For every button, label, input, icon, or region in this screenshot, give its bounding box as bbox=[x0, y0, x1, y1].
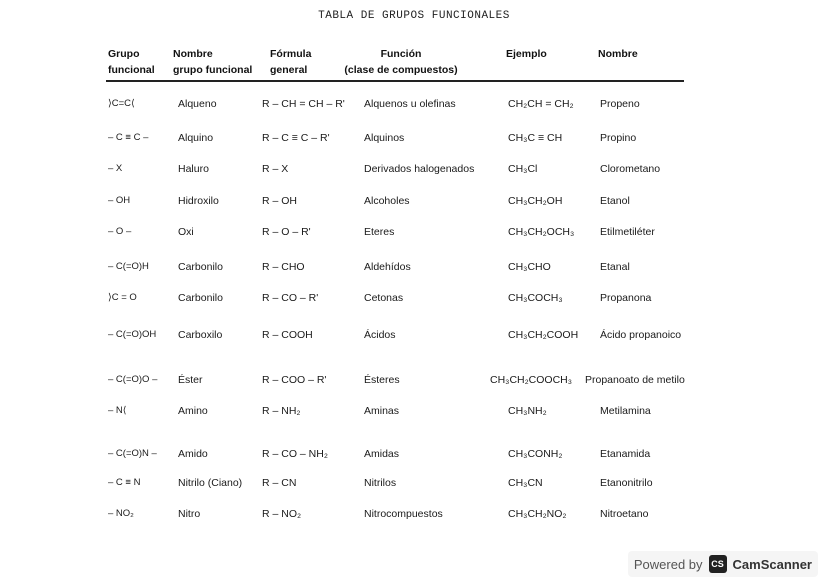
cell-formula: R – NH₂ bbox=[262, 405, 301, 417]
cell-funcion: Cetonas bbox=[364, 292, 404, 304]
header-funcion bbox=[342, 46, 460, 78]
cell-nombre: Etanal bbox=[600, 261, 630, 273]
cell-ejemplo: CH₃CONH₂ bbox=[508, 448, 563, 460]
cell-funcion: Ésteres bbox=[364, 374, 400, 386]
cell-nombre-grupo: Carboxilo bbox=[178, 329, 223, 341]
cell-nombre: Etanamida bbox=[600, 448, 651, 460]
cell-nombre-grupo: Hidroxilo bbox=[178, 195, 219, 207]
header-nombre-grupo bbox=[173, 46, 252, 78]
cell-nombre: Propanona bbox=[600, 292, 652, 304]
cell-ejemplo: CH₃C ≡ CH bbox=[508, 132, 563, 144]
cell-ejemplo: CH₃CN bbox=[508, 477, 543, 489]
cell-formula: R – CHO bbox=[262, 261, 305, 273]
header-grupo-line2: funcional bbox=[108, 64, 155, 76]
header-funcion-line2: (clase de compuestos) bbox=[344, 64, 458, 76]
header-formula-line2: general bbox=[270, 64, 308, 76]
header-grupo bbox=[108, 46, 155, 78]
header-ejemplo-line1: Ejemplo bbox=[506, 48, 547, 60]
cell-grupo: – C ≡ C – bbox=[108, 132, 149, 143]
cell-nombre: Etilmetiléter bbox=[600, 226, 655, 238]
cell-ejemplo: CH₃COCH₃ bbox=[508, 292, 563, 304]
page-title: TABLA DE GRUPOS FUNCIONALES bbox=[318, 10, 510, 22]
cell-formula: R – OH bbox=[262, 195, 298, 207]
cell-grupo: – C(=O)N – bbox=[108, 448, 157, 459]
cell-formula: R – O – R' bbox=[262, 226, 311, 238]
header-grupo-line1: Grupo bbox=[108, 48, 140, 60]
cell-funcion: Derivados halogenados bbox=[364, 163, 475, 175]
cell-grupo: – C ≡ N bbox=[108, 477, 141, 488]
cell-nombre: Clorometano bbox=[600, 163, 661, 175]
header-nombre-grupo-line2: grupo funcional bbox=[173, 64, 253, 76]
cell-funcion: Nitrilos bbox=[364, 477, 397, 489]
cell-nombre-grupo: Carbonilo bbox=[178, 292, 223, 304]
cell-nombre-grupo: Amino bbox=[178, 405, 208, 417]
header-nombre-grupo-line1: Nombre bbox=[173, 48, 213, 60]
cell-funcion: Alquinos bbox=[364, 132, 405, 144]
cell-nombre-grupo: Nitrilo (Ciano) bbox=[178, 477, 243, 489]
cell-ejemplo: CH₃CH₂COOH bbox=[508, 329, 579, 341]
camscanner-logo-icon: CS bbox=[709, 555, 727, 573]
cell-ejemplo: CH₃CH₂OCH₃ bbox=[508, 226, 575, 238]
header-divider bbox=[106, 80, 684, 82]
cell-formula: R – COOH bbox=[262, 329, 313, 341]
cell-ejemplo: CH₂CH = CH₂ bbox=[508, 98, 574, 110]
cell-nombre-grupo: Haluro bbox=[178, 163, 209, 175]
header-formula-line1: Fórmula bbox=[270, 48, 312, 60]
header-nombre-line1: Nombre bbox=[598, 48, 638, 60]
cell-formula: R – X bbox=[262, 163, 289, 175]
watermark-powered-by: Powered by bbox=[633, 556, 703, 572]
cell-grupo: – C(=O)O – bbox=[108, 374, 158, 385]
cell-funcion: Alcoholes bbox=[364, 195, 410, 207]
cell-formula: R – COO – R' bbox=[262, 374, 327, 386]
cell-funcion: Amidas bbox=[364, 448, 400, 460]
cell-grupo: – C(=O)OH bbox=[108, 329, 157, 340]
cell-ejemplo: CH₃Cl bbox=[508, 163, 538, 175]
header-formula bbox=[270, 46, 311, 78]
cell-nombre-grupo: Éster bbox=[178, 374, 203, 386]
cell-ejemplo: CH₃CH₂COOCH₃ bbox=[490, 374, 573, 386]
cell-nombre: Metilamina bbox=[600, 405, 651, 417]
header-funcion-line1: Función bbox=[380, 48, 422, 60]
cell-grupo: – X bbox=[108, 163, 123, 174]
cell-nombre-grupo: Alqueno bbox=[178, 98, 217, 110]
cell-grupo: – N⟨ bbox=[108, 405, 127, 416]
cell-ejemplo: CH₃CHO bbox=[508, 261, 551, 273]
cell-nombre: Etanol bbox=[600, 195, 630, 207]
cell-grupo: – O – bbox=[108, 226, 132, 237]
cell-nombre: Propeno bbox=[600, 98, 640, 110]
cell-nombre-grupo: Amido bbox=[178, 448, 208, 460]
header-nombre bbox=[598, 46, 638, 62]
cell-nombre-grupo: Alquino bbox=[178, 132, 214, 144]
cell-funcion: Aminas bbox=[364, 405, 400, 417]
header-ejemplo bbox=[506, 46, 547, 62]
cell-funcion: Alquenos u olefinas bbox=[364, 98, 456, 110]
cell-formula: R – CO – NH₂ bbox=[262, 448, 328, 460]
cell-nombre: Etanonitrilo bbox=[600, 477, 653, 489]
cell-ejemplo: CH₃CH₂OH bbox=[508, 195, 563, 207]
cell-grupo: – OH bbox=[108, 195, 131, 206]
cell-grupo: ⟩C=C⟨ bbox=[108, 98, 135, 109]
cell-funcion: Aldehídos bbox=[364, 261, 411, 273]
cell-formula: R – C ≡ C – R' bbox=[262, 132, 330, 144]
cell-formula: R – NO₂ bbox=[262, 508, 302, 520]
cell-formula: R – CH = CH – R' bbox=[262, 98, 345, 110]
cell-grupo: ⟩C = O bbox=[108, 292, 137, 303]
cell-funcion: Eteres bbox=[364, 226, 395, 238]
cell-nombre: Propanoato de metilo bbox=[585, 374, 685, 386]
cell-formula: R – CN bbox=[262, 477, 297, 489]
cell-ejemplo: CH₃CH₂NO₂ bbox=[508, 508, 567, 520]
cell-nombre-grupo: Oxi bbox=[178, 226, 194, 238]
cell-ejemplo: CH₃NH₂ bbox=[508, 405, 547, 417]
cell-formula: R – CO – R' bbox=[262, 292, 319, 304]
cell-nombre-grupo: Carbonilo bbox=[178, 261, 223, 273]
cell-funcion: Ácidos bbox=[364, 329, 396, 341]
cell-nombre-grupo: Nitro bbox=[178, 508, 201, 520]
cell-grupo: – NO₂ bbox=[108, 508, 134, 519]
watermark-brand: CamScanner bbox=[732, 556, 812, 572]
camscanner-watermark bbox=[628, 551, 818, 577]
cell-nombre: Ácido propanoico bbox=[600, 329, 682, 341]
cell-funcion: Nitrocompuestos bbox=[364, 508, 443, 520]
cell-nombre: Nitroetano bbox=[600, 508, 649, 520]
cell-grupo: – C(=O)H bbox=[108, 261, 149, 272]
cell-nombre: Propino bbox=[600, 132, 637, 144]
